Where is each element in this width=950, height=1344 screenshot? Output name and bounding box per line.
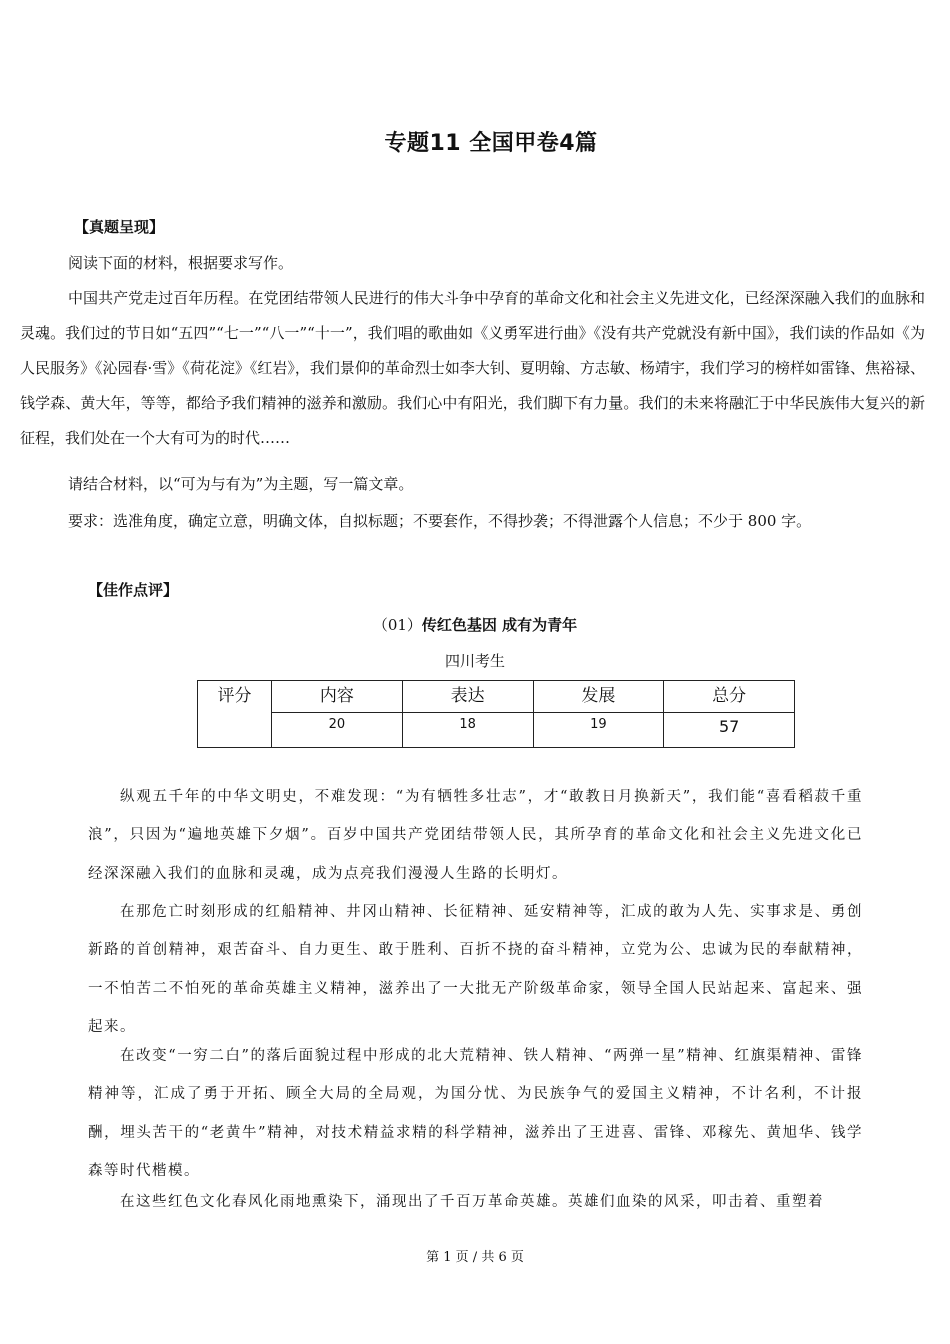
- score-header-development: 发展: [533, 681, 664, 713]
- essay-paragraph-3: 在改变“一穷二白”的落后面貌过程中形成的北大荒精神、铁人精神、“两弹一星”精神、红旗渠精神、雷锋精神等，汇成了勇于开拓、顾全大局的全局观，为国分忧、为民族争气的爱国主义精神，不计名利，不计报酬，埋头苦干的“老黄牛”精神，对技术精益求精的科学精神，滋养出了王进喜、雷锋、邓稼先、黄旭华、钱学森等时代楷模。: [88, 1048, 863, 1179]
- page-title: 专题11 全国甲卷4篇: [384, 131, 598, 156]
- requirement-paragraph: 要求：选准角度，确定立意，明确文体，自拟标题；不要套作，不得抄袭；不得泄露个人信息；不少于 800 字。: [68, 512, 812, 530]
- score-value-total: 57: [664, 713, 795, 748]
- essay-author: 四川考生: [444, 652, 505, 670]
- page-footer: 第 1 页 / 共 6 页: [426, 1250, 524, 1265]
- task-paragraph: 请结合材料，以“可为与有为”为主题，写一篇文章。: [68, 475, 414, 493]
- essay-number: （01）: [372, 616, 422, 634]
- score-header-content: 内容: [272, 681, 403, 713]
- section-heading-essay-review: 【佳作点评】: [88, 581, 179, 599]
- score-label: 评分: [198, 681, 272, 748]
- score-value-content: 20: [272, 713, 403, 748]
- score-header-total: 总分: [664, 681, 795, 713]
- score-value-development: 19: [533, 713, 664, 748]
- essay-paragraph-1: 纵观五千年的中华文明史，不难发现：“为有牺牲多壮志”，才“敢教日月换新天”，我们能“喜看稻菽千重浪”，只因为“遍地英雄下夕烟”。百岁中国共产党团结带领人民，其所孕育的革命文化和社会主义先进文化已经深深融入我们的血脉和灵魂，成为点亮我们漫漫人生路的长明灯。: [88, 789, 863, 882]
- essay-paragraph-4: 在这些红色文化春风化雨地熏染下，涌现出了千百万革命英雄。英雄们血染的风采，叩击着、重塑着: [120, 1194, 824, 1210]
- intro-paragraph: 阅读下面的材料，根据要求写作。: [68, 254, 294, 272]
- score-header-expression: 表达: [402, 681, 533, 713]
- essay-title: [0, 614, 950, 635]
- score-value-expression: 18: [402, 713, 533, 748]
- section-heading-real-question: 【真题呈现】: [74, 218, 165, 236]
- score-table: [197, 680, 795, 748]
- essay-title-text: 传红色基因 成有为青年: [421, 616, 578, 634]
- essay-paragraph-2: 在那危亡时刻形成的红船精神、井冈山精神、长征精神、延安精神等，汇成的敢为人先、实事求是、勇创新路的首创精神，艰苦奋斗、自力更生、敢于胜利、百折不挠的奋斗精神，立党为公、忠诚为民的奉献精神，一不怕苦二不怕死的革命英雄主义精神，滋养出了一大批无产阶级革命家，领导全国人民站起来、富起来、强起来。: [88, 904, 863, 1035]
- material-paragraph: 中国共产党走过百年历程。在党团结带领人民进行的伟大斗争中孕育的革命文化和社会主义先进文化，已经深深融入我们的血脉和灵魂。我们过的节日如“五四”“七一”“八一”“十一”，我们唱的歌曲如《义勇军进行曲》《没有共产党就没有新中国》，我们读的作品如《为人民服务》《沁园春·雪》《荷花淀》《红岩》，我们景仰的革命烈士如李大钊、夏明翰、方志敏、杨靖宇，我们学习的榜样如雷锋、焦裕禄、钱学森、黄大年，等等，都给予我们精神的滋养和激励。我们心中有阳光，我们脚下有力量。我们的未来将融汇于中华民族伟大复兴的新征程，我们处在一个大有可为的时代……: [20, 289, 925, 447]
